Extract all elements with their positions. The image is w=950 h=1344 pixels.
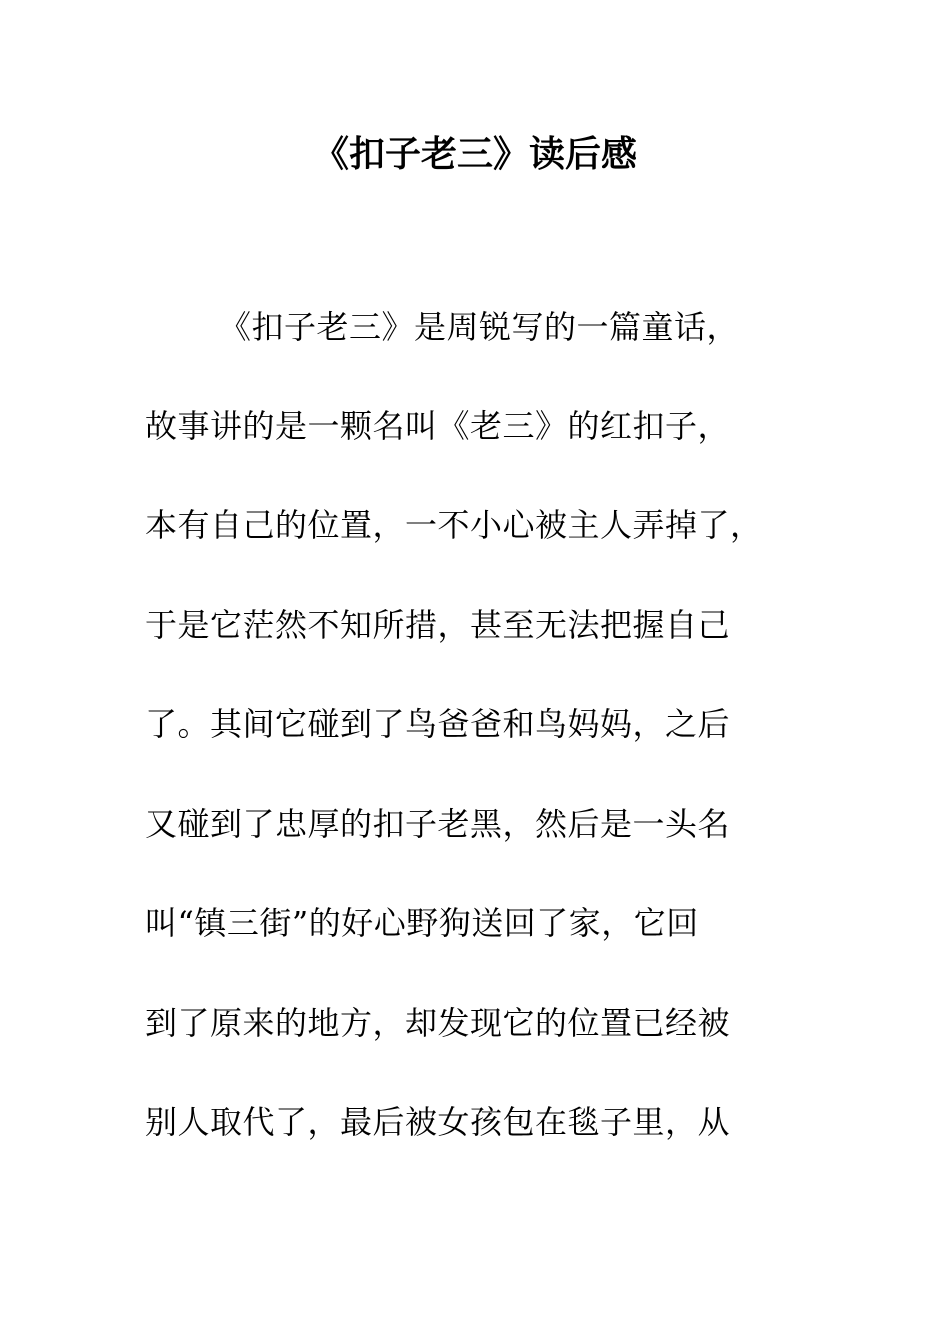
paragraph-line: 叫“镇三街”的好心野狗送回了家，它回	[145, 904, 699, 942]
paragraph-line: 于是它茫然不知所措，甚至无法把握自己	[145, 606, 731, 644]
paragraph-line: 到了原来的地方，却发现它的位置已经被	[145, 1004, 731, 1042]
paragraph-line: 别人取代了，最后被女孩包在毯子里，从	[145, 1103, 731, 1141]
paragraph-line: 故事讲的是一颗名叫《老三》的红扣子，	[145, 407, 731, 445]
document-title: 《扣子老三》读后感	[312, 133, 637, 175]
paragraph-line: 本有自己的位置，一不小心被主人弄掉了，	[145, 506, 763, 544]
paragraph-line: 又碰到了忠厚的扣子老黑，然后是一头名	[145, 805, 731, 843]
paragraph-line: 了。其间它碰到了鸟爸爸和鸟妈妈，之后	[145, 705, 731, 743]
paragraph-line: 《扣子老三》是周锐写的一篇童话，	[219, 308, 740, 346]
